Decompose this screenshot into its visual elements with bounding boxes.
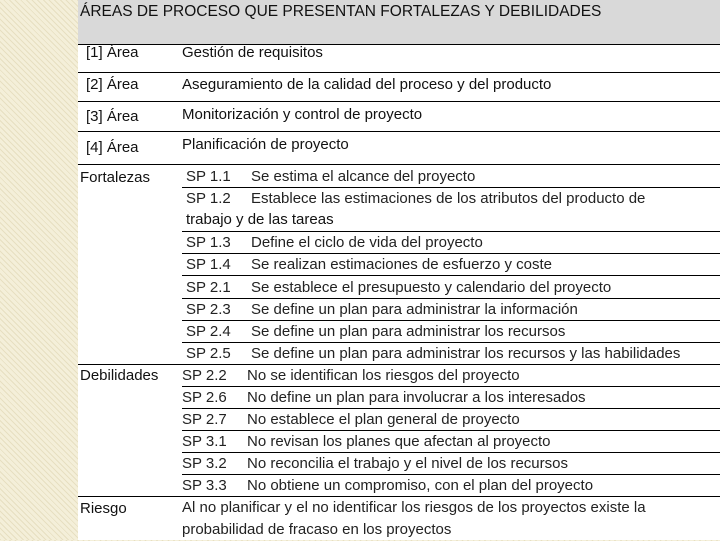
sp-code: SP 3.1 — [182, 433, 227, 450]
divider — [78, 72, 720, 73]
list-item-continuation: trabajo y de las tareas — [186, 211, 334, 228]
sp-code: SP 3.2 — [182, 455, 227, 472]
page-title: ÁREAS DE PROCESO QUE PRESENTAN FORTALEZAS Y DEBILIDADES — [80, 3, 602, 20]
area-label-1: [1] Área — [86, 44, 139, 61]
sp-code: SP 2.3 — [186, 301, 231, 318]
row-divider — [182, 275, 720, 276]
area-label-3: [3] Área — [86, 108, 139, 125]
sp-code: SP 2.6 — [182, 389, 227, 406]
sp-desc: No se identifican los riesgos del proyecto — [247, 367, 520, 384]
sp-desc: Se estima el alcance del proyecto — [251, 168, 476, 185]
sp-code: SP 2.7 — [182, 411, 227, 428]
sp-desc: No reconcilia el trabajo y el nivel de los recursos — [247, 455, 568, 472]
sp-desc: Establece las estimaciones de los atributos del producto de — [251, 190, 646, 207]
sp-desc: Se realizan estimaciones de esfuerzo y coste — [251, 256, 552, 273]
sp-desc: Se establece el presupuesto y calendario del proyecto — [251, 279, 612, 296]
sp-desc: Se define un plan para administrar los recursos — [251, 323, 566, 340]
riesgo-text-line-2: probabilidad de fracaso en los proyectos — [182, 521, 452, 538]
divider — [78, 131, 720, 132]
sp-desc: No revisan los planes que afectan al proyecto — [247, 433, 551, 450]
area-label-4: [4] Área — [86, 139, 139, 156]
sp-code: SP 3.3 — [182, 477, 227, 494]
sp-code: SP 2.1 — [186, 279, 231, 296]
sp-code: SP 2.4 — [186, 323, 231, 340]
sp-desc: No define un plan para involucrar a los interesados — [247, 389, 586, 406]
riesgo-text-line-1: Al no planificar y el no identificar los riesgos de los proyectos existe la — [182, 499, 646, 516]
riesgo-label: Riesgo — [80, 500, 127, 517]
sp-desc: Define el ciclo de vida del proyecto — [251, 234, 483, 251]
sp-code: SP 1.1 — [186, 168, 231, 185]
sp-code: SP 2.2 — [182, 367, 227, 384]
sp-desc: Se define un plan para administrar los recursos y las habilidades — [251, 345, 681, 362]
sp-code: SP 1.3 — [186, 234, 231, 251]
area-desc-3: Monitorización y control de proyecto — [182, 106, 423, 123]
sp-desc: No obtiene un compromiso, con el plan del proyecto — [247, 477, 594, 494]
area-desc-2: Aseguramiento de la calidad del proceso y del producto — [182, 76, 552, 93]
sp-code: SP 2.5 — [186, 345, 231, 362]
sp-desc: No establece el plan general de proyecto — [247, 411, 520, 428]
fortalezas-label: Fortalezas — [80, 169, 151, 186]
sp-desc: Se define un plan para administrar la información — [251, 301, 578, 318]
area-desc-4: Planificación de proyecto — [182, 136, 349, 153]
divider — [78, 101, 720, 102]
area-desc-1: Gestión de requisitos — [182, 44, 323, 61]
sp-code: SP 1.4 — [186, 256, 231, 273]
divider — [78, 164, 720, 165]
area-label-2: [2] Área — [86, 76, 139, 93]
sp-code: SP 1.2 — [186, 190, 231, 207]
debilidades-label: Debilidades — [80, 367, 159, 384]
